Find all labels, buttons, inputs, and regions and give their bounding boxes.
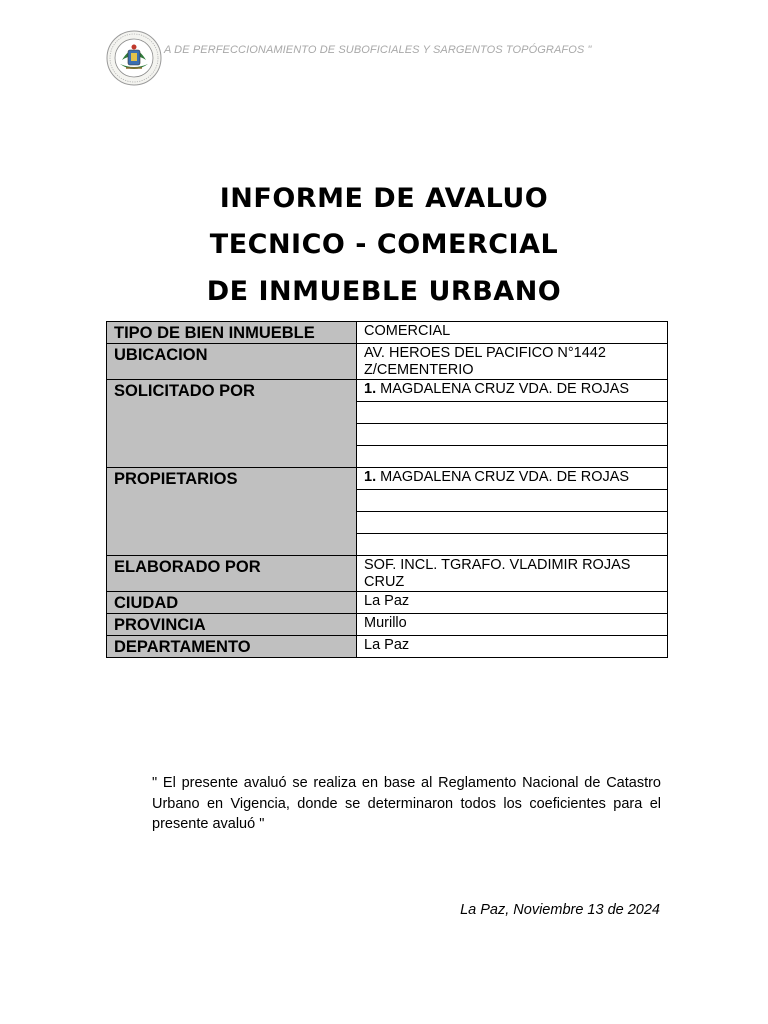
document-title-line-3: DE INMUEBLE URBANO xyxy=(206,276,562,307)
propietarios-value xyxy=(357,468,668,490)
tipo-label: TIPO DE BIEN INMUEBLE xyxy=(107,322,357,344)
table-row xyxy=(107,322,668,344)
ciudad-value: La Paz xyxy=(357,592,668,614)
ubicacion-value-line-1: AV. HEROES DEL PACIFICO N°1442 xyxy=(364,345,606,361)
institution-seal-icon xyxy=(106,30,162,86)
elaborado-label: ELABORADO POR xyxy=(107,556,357,592)
header-institution-text: A DE PERFECCIONAMIENTO DE SUBOFICIALES Y SARGENTOS TOPÓGRAFOS " xyxy=(164,44,592,56)
document-title-line-2: TECNICO - COMERCIAL xyxy=(209,229,559,260)
empty-cell xyxy=(357,534,668,556)
empty-cell xyxy=(357,424,668,446)
table-row xyxy=(107,636,668,658)
table-row xyxy=(107,380,668,402)
ubicacion-label: UBICACION xyxy=(107,344,357,380)
table-row xyxy=(107,344,668,380)
solicitado-name: MAGDALENA CRUZ VDA. DE ROJAS xyxy=(376,381,630,397)
document-title-line-1: INFORME DE AVALUO xyxy=(219,183,549,214)
propietarios-number: 1. xyxy=(364,469,377,485)
tipo-value: COMERCIAL xyxy=(357,322,668,344)
table-row xyxy=(107,556,668,592)
solicitado-label: SOLICITADO POR xyxy=(107,380,357,468)
empty-cell xyxy=(357,446,668,468)
provincia-value: Murillo xyxy=(357,614,668,636)
propietarios-name: MAGDALENA CRUZ VDA. DE ROJAS xyxy=(376,469,630,485)
departamento-label: DEPARTAMENTO xyxy=(107,636,357,658)
statement-paragraph: " El presente avaluó se realiza en base al Reglamento Nacional de Catastro Urbano en Vigencia, donde se determinaron todos los coeficientes para el presente avaluó " xyxy=(152,775,661,832)
departamento-value: La Paz xyxy=(357,636,668,658)
table-row xyxy=(107,614,668,636)
place-date: La Paz, Noviembre 13 de 2024 xyxy=(460,902,660,918)
solicitado-value xyxy=(357,380,668,402)
elaborado-value xyxy=(357,556,668,592)
property-info-table xyxy=(106,321,668,658)
elaborado-value-line-2: CRUZ xyxy=(364,574,405,590)
table-row xyxy=(107,592,668,614)
empty-cell xyxy=(357,402,668,424)
solicitado-number: 1. xyxy=(364,381,377,397)
table-row xyxy=(107,468,668,490)
empty-cell xyxy=(357,490,668,512)
ciudad-label: CIUDAD xyxy=(107,592,357,614)
empty-cell xyxy=(357,512,668,534)
propietarios-label: PROPIETARIOS xyxy=(107,468,357,556)
ubicacion-value-line-2: Z/CEMENTERIO xyxy=(364,362,474,378)
provincia-label: PROVINCIA xyxy=(107,614,357,636)
elaborado-value-line-1: SOF. INCL. TGRAFO. VLADIMIR ROJAS xyxy=(364,557,631,573)
ubicacion-value xyxy=(357,344,668,380)
